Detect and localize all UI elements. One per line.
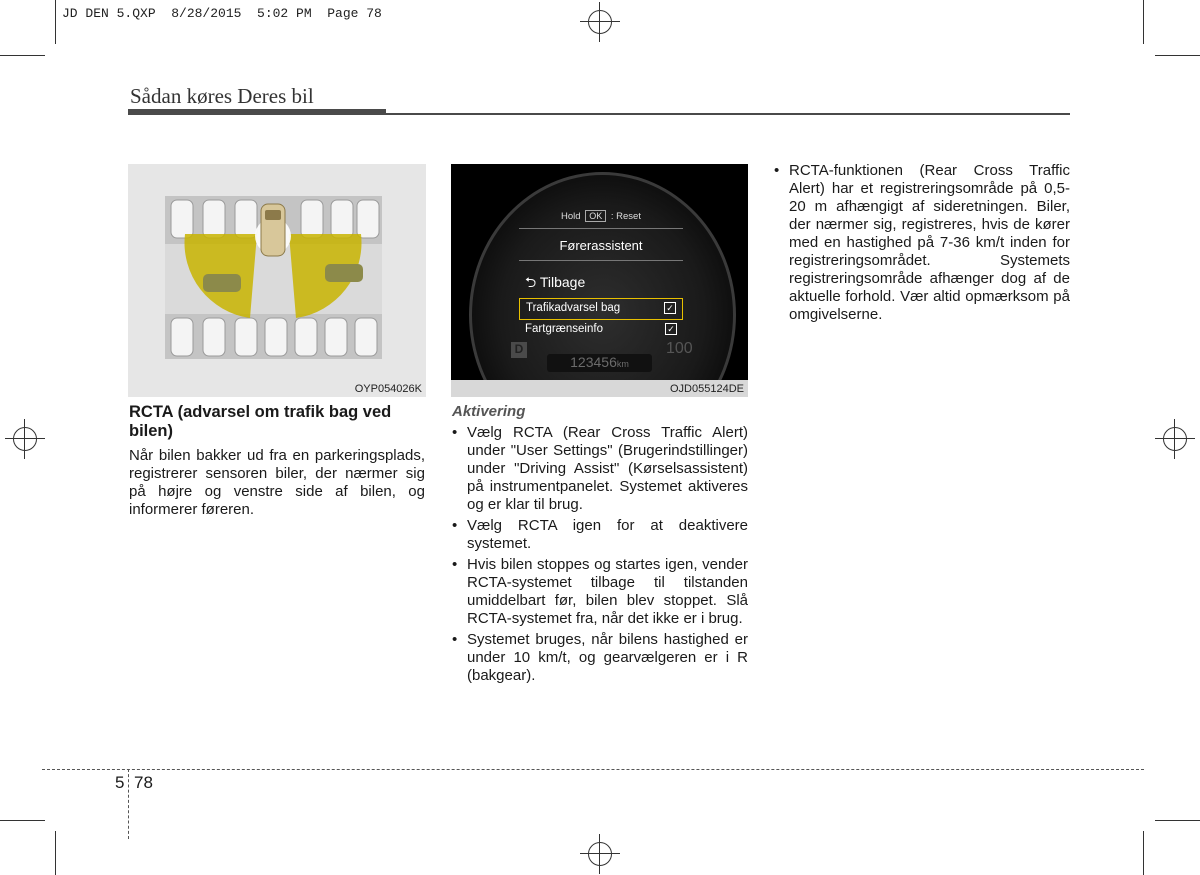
crop-mark — [0, 55, 45, 56]
menu-divider — [519, 260, 683, 261]
activation-list — [452, 424, 748, 688]
activation-heading: Aktivering — [452, 403, 526, 420]
list-item: • Vælg RCTA igen for at deaktivere systemet. — [452, 517, 748, 553]
menu-back-item — [519, 264, 683, 298]
menu-item-label: Trafikadvarsel bag — [526, 302, 621, 314]
rcta-parking-illustration — [128, 164, 426, 397]
menu-item-speed-limit — [519, 320, 683, 340]
header-rule-thick — [128, 109, 386, 115]
odometer — [547, 354, 652, 372]
menu-heading: Førerassistent — [559, 238, 643, 253]
back-arrow-icon: ⮌ — [525, 274, 537, 290]
figure-code: OYP054026K — [354, 383, 422, 395]
section-intro: Når bilen bakker ud fra en parkeringsplads, registrerer sensoren biler, der nærmer sig på højre og venstre side af bilen, og informerer føreren. — [129, 447, 425, 518]
hold-reset-hint — [519, 210, 683, 222]
crop-mark — [55, 0, 56, 44]
registration-mark — [588, 842, 612, 866]
gear-indicator-icon: D — [511, 342, 527, 358]
crop-mark — [1155, 820, 1200, 821]
user-settings-menu — [519, 210, 683, 340]
cluster-screen — [451, 164, 748, 380]
registration-mark — [13, 427, 37, 451]
crop-mark — [55, 831, 56, 875]
registration-mark — [1163, 427, 1187, 451]
hold-prefix: Hold — [561, 211, 581, 222]
crop-mark — [0, 820, 45, 821]
rcta-range-list — [774, 162, 1070, 327]
cluster-display-figure — [451, 164, 748, 397]
list-item: • Hvis bilen stoppes og startes igen, vender RCTA-systemet tilbage til tilstanden umiddelbart før, bilen blev stoppet. Slå RCTA-systemet fra, når det ikke er i brug. — [452, 556, 748, 628]
crop-mark — [1155, 55, 1200, 56]
list-item: • Vælg RCTA (Rear Cross Traffic Alert) under "User Settings" (Brugerindstillinger) under "Driving Assist" (Kørselsassistent) på instrumentpanelet. Systemet aktiveres og er klar til brug. — [452, 424, 748, 514]
footer-rule — [42, 769, 1144, 770]
speed-ghost: 100 — [666, 340, 693, 357]
list-item: • RCTA-funktionen (Rear Cross Traffic Alert) har et registreringsområde på 0,5-20 m afhængigt af sideretningen. Biler, der nærmer sig, registreres, hvis de kører med en hastighed på 7-36 km/t inden for registreringsområdet. Systemets registreringsområde afhænger dog af de aktuelle forhold. Vær altid opmærksom på omgivelserne. — [774, 162, 1070, 324]
list-item: • Systemet bruges, når bilens hastighed er under 10 km/t, og gearvælgeren er i R (bakgear). — [452, 631, 748, 685]
figure-code: OJD055124DE — [670, 383, 744, 395]
section-number: 5 — [115, 773, 125, 792]
crop-mark — [1143, 0, 1144, 44]
section-title: RCTA (advarsel om trafik bag ved bilen) — [129, 403, 392, 440]
hold-suffix: : Reset — [610, 211, 641, 222]
footer-divider — [128, 769, 129, 839]
crop-mark — [1143, 831, 1144, 875]
odometer-value: 123456 — [570, 354, 617, 370]
ok-key: OK — [585, 210, 606, 222]
menu-item-label: Fartgrænseinfo — [525, 323, 603, 335]
print-slug: JD DEN 5.QXP 8/28/2015 5:02 PM Page 78 — [62, 6, 382, 21]
odometer-unit: km — [616, 359, 629, 369]
chapter-title: Sådan køres Deres bil — [130, 84, 314, 108]
back-label: Tilbage — [539, 274, 586, 290]
registration-mark — [588, 10, 612, 34]
menu-item-rcta — [519, 298, 683, 320]
parking-lot-diagram — [165, 196, 382, 359]
page-number: 78 — [134, 773, 153, 792]
header-rule-thin — [386, 113, 1070, 115]
checkbox-checked-icon: ✓ — [664, 302, 676, 314]
menu-divider — [519, 228, 683, 229]
checkbox-checked-icon: ✓ — [665, 323, 677, 335]
